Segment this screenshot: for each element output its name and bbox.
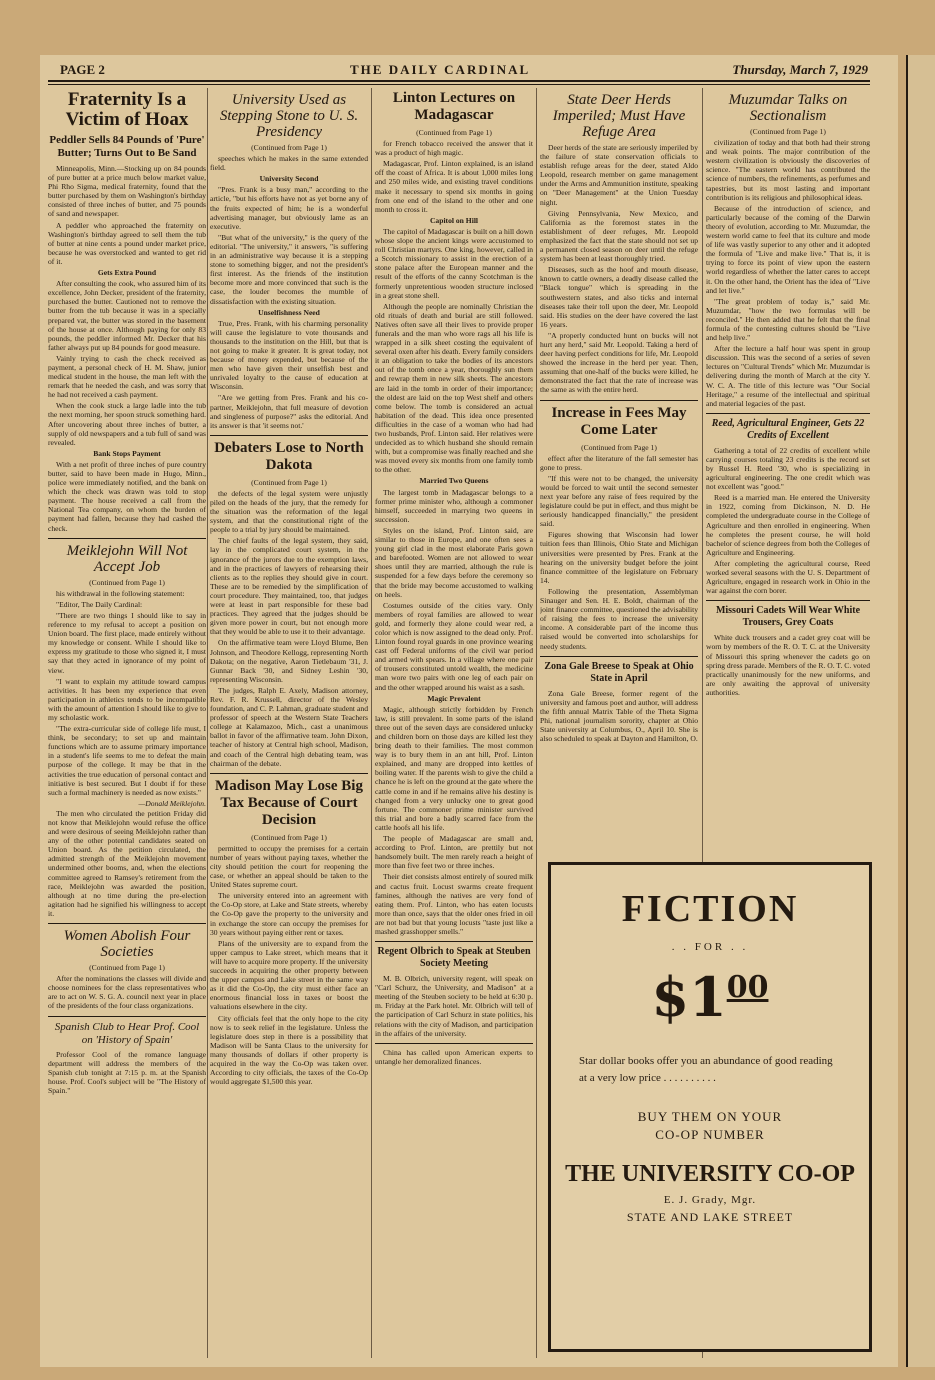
continued-note: (Continued from Page 1) <box>581 442 657 452</box>
paragraph: "Editor, The Daily Cardinal: <box>56 599 143 609</box>
paragraph: the defects of the legal system were unjustly piled on the heads of the jury, that the remedy for the situation was the reformation of the legal system, and that the constitutional right of the people to a trial by jury should be maintained. <box>210 488 368 535</box>
masthead-rule-bottom <box>48 84 870 85</box>
paragraph: Madagascar, Prof. Linton explained, is an island off the coast of Africa. It is about 1,000 miles long and 250 miles wide, and existing travel conditions make it necessary to spend six months in going from one end of the island to the other and one month to cross it. <box>375 159 533 214</box>
page-number: PAGE 2 <box>60 62 105 77</box>
divider <box>540 400 698 401</box>
paragraph: Costumes outside of the cities vary. Only members of royal families are allowed to wear gold, and formerly they alone could wear red, a color which is now assigned to the dead only. Prof. Linton found royal guards in one province wearing cast off Federal uniforms of the civil war period and armed with spears. In a village where one pair of trousers constituted untold wealth, the medicine man wore two pairs with one leg of each pair on and the other wrapped around his waist as a sash. <box>375 600 533 692</box>
paragraph: "If this were not to be changed, the university would be forced to wait until the second semester next year before any raise of fees required by the legislature could be put in effect, and thus might be seriously handicapped financially," the president said. <box>540 473 698 529</box>
paragraph: After consulting the cook, who assured him of its excellence, John Decker, president of the fraternity, purchased the butter. Cautioned not to remove the butter from the tub because it was in a specially prepared vat, the butter was stored in the basement of the house at once. Although paying for only 83 pounds, the peddler informed Mr. Decker that his father always put up 84 pounds for good measure. <box>48 279 206 352</box>
paragraph: Minneapolis, Minn.—Stocking up on 84 pounds of pure butter at a price much below market value, Phi Rho Sigma, medical fraternity, found that the butter purchased by them on Washington's birthday consisted of three inches of butter, and 75 pounds of sand and newspaper. <box>48 164 206 219</box>
paragraph: Professor Cool of the romance language department will address the members of the Spanish club tonight at 7:15 p. m. at the Spanish house. Prof. Cool's subject will be "The History of Spain." <box>48 1049 206 1095</box>
paragraph: After completing the agricultural course, Reed worked several seasons with the U. S. Department of Agriculture, engaged in research work in Ohio in the war against the corn borer. <box>706 558 870 596</box>
paragraph: A peddler who approached the fraternity on Washington's birthday agreed to sell them the tub of butter at nine cents a pound under market price, because he was overstocked and wanted to get rid of it. <box>48 220 206 266</box>
paragraph: Deer herds of the state are seriously imperiled by the failure of state conservation officials to establish refuge areas for the deer, stated Aldo Leopold, research member on game management under the Arms and Ammunition institute, speaking on "Deer Management" at the Union Tuesday night. <box>540 143 698 207</box>
divider <box>375 1043 533 1044</box>
column-3 <box>375 88 533 1360</box>
paragraph: Because of the introduction of science, and particularly because of the coming of the Darwin theory of evolution, according to Mr. Muzumdar, the western world came to feel that its culture and mode of life was vastly superior to any other and it adopted the formula of "Live and make live." That is, it is trying to force its point of view upon the eastern world regardless of whether the latter cares to accept it. On the other hand, the Orient has the idea of "Live and let live." <box>706 203 870 295</box>
headline-zona-gale: Zona Gale Breese to Speak at Ohio State in April <box>544 660 694 684</box>
paragraph: Their diet consists almost entirely of soured milk and cactus fruit. Locust swarms create frequent famines, although the natives are very fond of eating them. Prof. Linton, who has eaten locusts more than once, says that the older ones fried in oil are not bad but that young locusts "taste just like a mashed grasshopper smells." <box>375 872 533 936</box>
signature: —Donald Meiklejohn. <box>138 798 206 808</box>
ad-price-cents: 00 <box>726 970 769 1005</box>
paragraph: City officials feel that the only hope to the city now is to seek relief in the legislature. Unless the legislature does step in there is a possibility that Madison will be Santa Claus to the university for many thousands of dollars if other property is acquired in the way the Co-Op was taken over. According to city officials, the taxes of the Co-Op would aggregate $1,500 this year. <box>210 1013 368 1087</box>
headline-spanish-club: Spanish Club to Hear Prof. Cool on 'History of Spain' <box>54 1020 200 1046</box>
paragraph: "Pres. Frank is a busy man," according to the article, "but his efforts have not as yet borne any of the fruits expected of him; he is a wonderful advertising manager, but obviously lame as an executive. <box>210 185 368 231</box>
headline-meiklejohn: Meiklejohn Will Not Accept Job <box>66 542 188 575</box>
paragraph: With a net profit of three inches of pure country butter, said to have been made in Hugo, Minn., police were immediately notified, and the bank on which the check was drawn was told to stop payment. The house received a call from the National Tea company, on whom the burden of payment had fallen, because they had cashed the check. <box>48 459 206 533</box>
paragraph: Reed is a married man. He entered the University in 1922, coming from Dickinson, N. D. He completed the undergraduate course in the College of Agriculture and then enrolled in engineering. When he completes the present course, he will hold bachelor of science degrees from both the Colleges of Agriculture and Engineering. <box>706 493 870 557</box>
headline-missouri-cadets: Missouri Cadets Will Wear White Trousers, Grey Coats <box>715 605 861 629</box>
subhead: Gets Extra Pound <box>97 268 157 278</box>
column-1 <box>48 88 206 1360</box>
paragraph: Vainly trying to cash the check received as payment, a personal check of H. M. Shaw, junior medical student in the house, the man left with the remark that he needed the cash, and was sorry that he had not received a cash payment. <box>48 353 206 400</box>
subhead: Capitol on Hill <box>429 215 479 225</box>
ad-store-name: THE UNIVERSITY CO-OP <box>565 1161 855 1187</box>
paragraph: civilization of today and that both had their strong and weak points. The major contribution of the western civilization is obviously the discoveries of science. "The eastern world has contributed the science of numbers, the refinements, as perfumes and tapestries, but its most lasting and important contribution is its religious and philosophical ideas. <box>706 138 870 202</box>
column-rule <box>536 88 537 1358</box>
paragraph: Although the people are nominally Christian the old rituals of death and burial are still followed. Natives often save all their lives to provide proper funerals and the man who wore rags all his life is wrapped in a silk sheet costing the equivalent of several oxen after his death. Every family considers it an obligation to take the bodies of its ancestors out of the tomb once a year, thoroughly sun them and rewrap them in new silk sheets. The ancestors are laid in the tomb in order of their importance; the oldest are laid on the top West shelf and others come below. The tomb is considered an actual habitation of the dead. This idea once presented difficulties in the case of a woman who had had two husbands, Prof. Linton said. Her relatives were undecided as to which husband she should remain with, but a compromise was finally reached and she was moved every six months from one family tomb to the other. <box>375 301 533 475</box>
paragraph: "I want to explain my attitude toward campus activities. It has been my experience that even participation in athletics tends to be incompatible with the amount of attention I should like to give to my scholastic work. <box>48 676 206 722</box>
headline-deer-herds: State Deer Herds Imperiled; Must Have Refuge Area <box>552 92 686 140</box>
paragraph: The judges, Ralph E. Axely, Madison attorney, Rev. F. R. Krussell, director of the Wesley foundation, and C. P. Lahman, graduate student and professor of speech at the Western State Teachers college at Kalamazoo, Mich., cast a unanimous ballot in favor of the affirmative team. John Dixon, teacher of history at Central high school, Madison, and coach of the Central high debating team, was chairman of the debate. <box>210 685 368 768</box>
paragraph: China has called upon American experts to untangle her demoralized finances. <box>375 1047 533 1066</box>
subhead: Magic Prevalent <box>427 693 481 703</box>
paragraph: The university entered into an agreement with the Co-Op store, at Lake and State streets, whereby the Co-Op gave the property to the university and in exchange the store can occupy the premises for 30 years without paying either rent or taxes. <box>210 891 368 937</box>
ad-for: . . FOR . . <box>671 941 749 953</box>
paragraph: Plans of the university are to expand from the upper campus to Lake street, which means that it will have to acquire more property. If the university succeeds in acquiring the other property between the upper campus and Lake street in the same way as it did the Co-Op, the city must either face an enormous financial loss in taxes or boost the valuations elsewhere in the city. <box>210 938 368 1012</box>
paragraph: effect after the literature of the fall semester has gone to press. <box>540 453 698 472</box>
continued-note: (Continued from Page 1) <box>251 143 327 152</box>
masthead <box>60 62 868 78</box>
headline-fees: Increase in Fees May Come Later <box>551 404 687 438</box>
paragraph: After the lecture a half hour was spent in group discussion. This was the second of a series of seven lectures on "Cultural Trends" which Mr. Muzumdar is delivering during the month of March at the city Y. W. C. A. The title of this lecture was "Our Social Heritage," a resume of the intellectual and spiritual and material legacies of the past. <box>706 344 870 408</box>
paragraph: M. B. Olbrich, university regent, will speak on "Carl Schurz, the University, and Madison" at a meeting of the Steuben society to be held at 6:30 p. m. Friday at the Park hotel. Mr. Olbrich will tell of the participation of Carl Schurz in state politics, his relations with the city of Madison, and participation in the affairs of the university. <box>375 974 533 1038</box>
continued-note: (Continued from Page 1) <box>89 963 165 973</box>
headline-debaters: Debaters Lose to North Dakota <box>214 439 364 473</box>
paragraph: "There are two things I should like to say in reference to my refusal to accept a position on Union board. The first place, made entirely without my knowledge or consent. While I should like to express my gratitude to those who signed it, I must say that they acted in ignorance of my point of view. <box>48 610 206 675</box>
paragraph: "Are we getting from Pres. Frank and his co-partner, Meiklejohn, that full measure of devotion and singleness of purpose?" asks the editorial. And its answer is that 'it seems not.' <box>210 393 368 430</box>
paragraph: True, Pres. Frank, with his charming personality will cause the legislature to vote thousands and thousands to the institution on the Hill, but that is not going to make it greater. It is great today, not because of money expended, but because of the men who have given their unselfish best and unrivaled loyalty to the cause of education at Wisconsin. <box>210 318 368 392</box>
deck-butter: Peddler Sells 84 Pounds of 'Pure' Butter; Turns Out to Be Sand <box>49 134 205 159</box>
masthead-rule-top <box>48 80 870 82</box>
paragraph: Diseases, such as the hoof and mouth disease, known to cattle owners, a deadly disease called the "Black tongue" which is spreading in the southwestern states, and also ticks and internal diseases take their toll upon the deer, Mr. Leopold said. His studies on the deer have covered the last 16 years. <box>540 265 698 329</box>
continued-note: (Continued from Page 1) <box>416 128 492 137</box>
continued-note: (Continued from Page 1) <box>251 832 327 842</box>
divider <box>48 1016 206 1017</box>
column-rule <box>207 88 208 1358</box>
issue-date: Thursday, March 7, 1929 <box>732 62 868 77</box>
paper-name: THE DAILY CARDINAL <box>350 62 531 77</box>
paragraph: speeches which he makes in the same extended field. <box>210 154 368 173</box>
paragraph: his withdrawal in the following statement: <box>56 588 185 598</box>
divider <box>540 656 698 657</box>
paragraph: Zona Gale Breese, former regent of the university and famous poet and author, will address the fifth annual Matrix Table of the Theta Sigma Phi, national journalism sorority, chapter at Ohio State university at Columbus, O., April 10. She is also scheduled to speak at Dayton and Hamilton, O. <box>540 688 698 744</box>
ad-line-1: BUY THEM ON YOUR <box>637 1109 783 1124</box>
continued-note: (Continued from Page 1) <box>750 127 826 136</box>
paragraph: The men who circulated the petition Friday did not know that Meiklejohn would refuse the office and were desirous of seeing Meiklejohn rather than any of the other potential candidates seated on Union board. As the petition circulated, the admitted strength of the Meiklejohn movement undermined other booms, and, when the elections committee agreed to Ramsey's retirement from the race, Meiklejohn was awarded the position, although at no time during the pre-election agitation had he signified his willingness to accept it. <box>48 808 206 918</box>
divider <box>706 413 870 414</box>
paragraph: "The extra-curricular side of college life must, I think, be secondary; to set up and maintain functions which are to assume primary importance in a student's life seems to me to defeat the main purpose of the college. It may be that in the activities the true education of personal contact and initiative is best secured. But I doubt if for these such a formal machinery is needed as now exists." <box>48 724 206 797</box>
headline-stepping-stone: University Used as Stepping Stone to U. S. Presidency <box>219 92 359 140</box>
paragraph: The chief faults of the legal system, they said, lay in the complicated court system, in the ignorance of the jurors due to the exemption laws, and in the practices of lawyers of rehearsing their clients as to the replies they should give in court. These are to be remedied by the simplification of court procedure. They maintained, too, that judges were at least in part responsible for these bad practices. They agreed that the judges should be given more power in court, but not enough more that they would be able to use it to their advantage. <box>210 536 368 637</box>
paragraph: Styles on the island, Prof. Linton said, are similar to those in Europe, and one often sees a young girl clad in the most elaborate Paris gown and barefooted. Women are not allowed to wear shoes until they are married, although the rule is suspended for a few days before the ceremony so that the bride may become accustomed to walking on heels. <box>375 525 533 599</box>
ad-line-2: CO-OP NUMBER <box>655 1127 765 1142</box>
paragraph: After the nominations the classes will divide and choose nominees for the class representatives who are to act on W. S. G. A. council next year in place of the presidents of the four class organizations. <box>48 974 206 1011</box>
ad-title: FICTION <box>621 888 799 930</box>
adjacent-page-edge <box>906 55 935 1367</box>
continued-note: (Continued from Page 1) <box>251 477 327 487</box>
paragraph: On the affirmative team were Lloyd Blume, Ben Johnson, and Theodore Kellogg, representing North Dakota; on the negative, Aaron Tietlebaum '31, J. Gunnar Back '30, and Sidney Leshin '30, representing Wisconsin. <box>210 638 368 684</box>
divider <box>48 538 206 539</box>
ad-copy: Star dollar books offer you an abundance of good reading at a very low price . . . . . . . . . . <box>579 1055 833 1084</box>
headline-reed: Reed, Agricultural Engineer, Gets 22 Credits of Excellent <box>711 417 865 441</box>
paragraph: The capitol of Madagascar is built on a hill down whose slope the ancient kings were accustomed to roll Christian martyrs. One king, however, called in a Scotch missionary to assist in the erection of a stone palace after the European manner and the result of the efforts of the canny Scotchman is the formerly unpretentious wooden structure inclosed in a great stone shell. <box>375 226 533 300</box>
paragraph: "But what of the university," is the query of the editorial. "The university," it answers, "is suffering in an administrative way because it is a stepping stone to something bigger, and not the president's first interest. As the friends of the institution become more and more convinced that such is the case, the louder becomes the mumble of dissatisfaction with the existing situation. <box>210 232 368 306</box>
ad-manager: E. J. Grady, Mgr. <box>663 1194 757 1206</box>
coop-fiction-advertisement <box>548 862 872 1352</box>
paragraph: "The great problem of today is," said Mr. Muzumdar, "how the two formulas will be reconciled." He then added that he felt that the final formula of the contesting cultures should be "Live and help live." <box>706 296 870 343</box>
paragraph: Giving Pennsylvania, New Mexico, and California as the foremost states in the establishment of deer refuges, Mr. Leopold emphasized the fact that the state should not set up a permanent closed season on deer until the refuge system has been at least thoroughly tried. <box>540 208 698 264</box>
continued-note: (Continued from Page 1) <box>89 577 165 587</box>
column-rule <box>371 88 372 1358</box>
paragraph: The largest tomb in Madagascar belongs to a former prime minister who, although a commoner himself, succeeded in marrying two queens in succession. <box>375 487 533 524</box>
paragraph: for French tobacco received the answer that it was a product of high magic. <box>375 139 533 158</box>
paragraph: The people of Madagascar are small and, according to Prof. Linton, are prettily but not handsomely built. The men rarely reach a height of more than five feet two or three inches. <box>375 834 533 871</box>
subhead: Unselfishness Need <box>258 307 320 317</box>
divider <box>210 773 368 774</box>
divider <box>210 435 368 436</box>
paragraph: Figures showing that Wisconsin had lower tuition fees than Illinois, Ohio State and Michigan universities were presented by Pres. Frank at the hearing on the university budget before the joint finance committee of the legislature on February 14. <box>540 530 698 585</box>
divider <box>706 600 870 601</box>
subhead: Bank Stops Payment <box>93 448 161 458</box>
headline-madison-tax: Madison May Lose Big Tax Because of Court Decision <box>215 777 363 828</box>
paragraph: When the cook stuck a large ladle into the tub the next morning, her spoon struck something hard. After uncovering about three inches of butter, a supply of old newspapers and a tub full of sand was revealed. <box>48 401 206 447</box>
divider <box>375 941 533 942</box>
paragraph: Following the presentation, Assemblyman Sinauger and Sen. H. E. Boldt, chairman of the joint finance committee, questioned the advisability of raising the fees to increase the university income. A considerable part of the income thus raised would be converted into scholarships for needy students. <box>540 586 698 651</box>
ad-price <box>551 965 869 1029</box>
headline-fraternity-hoax: Fraternity Is a Victim of Hoax <box>65 89 189 130</box>
paragraph: permitted to occupy the premises for a certain number of years without paying taxes, whether the city should petition the court for reopening the case, or whether an appeal should be taken to the United States supreme court. <box>210 843 368 890</box>
ad-address: STATE AND LAKE STREET <box>626 1210 794 1224</box>
paragraph: "A properly conducted hunt on bucks will not hurt any herd," said Mr. Leopold. Taking a herd of deer having perfect conditions for life, Mr. Leopold showed the increase in the herd per year. Then, assuming that one-half of the bucks were killed, he demonstrated the fact that the rate of increase was the same as with the entire herd. <box>540 330 698 395</box>
headline-linton: Linton Lectures on Madagascar <box>392 90 516 123</box>
column-2 <box>210 88 368 1360</box>
subhead: University Second <box>259 174 319 184</box>
headline-women-societies: Women Abolish Four Societies <box>63 928 191 961</box>
ad-price-dollar: $1 <box>651 965 727 1029</box>
headline-muzumdar: Muzumdar Talks on Sectionalism <box>728 92 848 124</box>
divider <box>48 923 206 924</box>
headline-olbrich: Regent Olbrich to Speak at Steuben Society Meeting <box>377 946 531 970</box>
paragraph: Gathering a total of 22 credits of excellent while carrying courses totaling 23 credits is the record set by Russel H. Reed '30, who is specializing in agricultural engineering. The one credit which was not excellent was "good." <box>706 445 870 492</box>
column-5 <box>706 88 870 852</box>
subhead: Married Two Queens <box>419 476 489 486</box>
paragraph: Magic, although strictly forbidden by French law, is still prevalent. In some parts of the island three out of the seven days are considered unlucky and children born on those days are killed lest they bring death to their families. The most common way is to bury them in an ant hill, Prof. Linton explained, and many are dropped into kettles of boiling water. If the parents wish to give the child a chance he is left on the ground at the gate where the cattle come in and if he remains alive his destiny is changed from a very unlucky one to great good fortune. The commoner prime minister survived this trial and bore a badly scarred face from the cattle hoofs all his life. <box>375 704 533 832</box>
paragraph: White duck trousers and a cadet grey coat will be worn by members of the R. O. T. C. at the University of Missouri this spring whenever the cadets go on spring dress parade. Members of the R. O. T. C. voted practically unanimously for the new uniforms, and are only awaiting the approval of university authorities. <box>706 633 870 697</box>
